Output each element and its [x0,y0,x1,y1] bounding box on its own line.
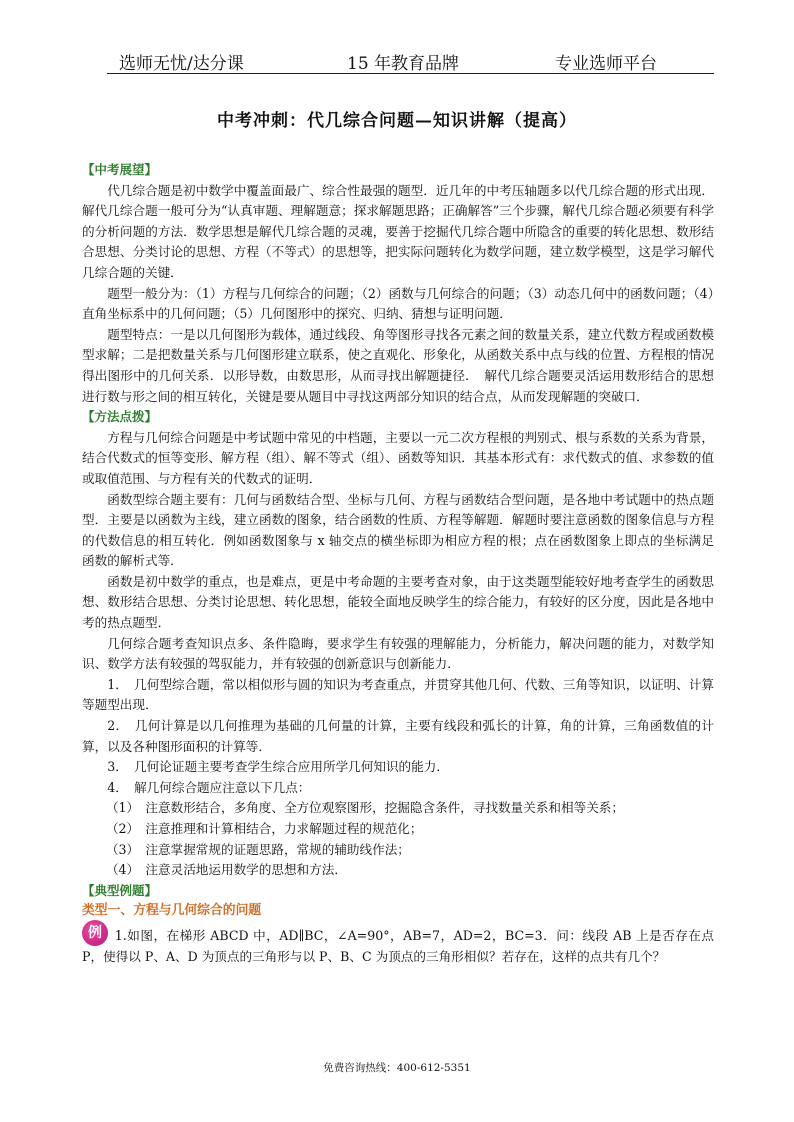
section-heading-examples: 【典型例题】 [82,882,158,898]
list-item: 4． 解几何综合题应注意以下几点： [107,779,311,795]
example-block [82,926,714,967]
header-platform: 专业选师平台 [555,54,657,74]
paragraph: 题型特点：一是以几何图形为载体，通过线段、角等图形寻找各元素之间的数量关系，建立代数方程或函数模型求解；二是把数量关系与几何图形建立联系，使之直观化、形象化，从函数关系中点与线的位置、方程根的情况得出图形中的几何关系．以形导数，由数思形，从而寻找出解题捷径． 解代几综合题要灵活运用数形结合的思想进行数与形之间的相互转化，关键是要从题目中寻找这两部分知识的结合点，从而发现解题的突破口． [82,326,714,404]
footer-hotline: 免费咨询热线：400-612-5351 [323,1062,471,1074]
sub-list-item: （4） 注意灵活地运用数学的思想和方法． [105,862,347,878]
paragraph: 函数是初中数学的重点，也是难点，更是中考命题的主要考查对象，由于这类题型能较好地考查学生的函数思想、数形结合思想、分类讨论思想、转化思想，能较全面地反映学生的综合能力，有较好的区分度，因此是各地中考的热点题型． [82,573,714,631]
list-item: 2． 几何计算是以几何推理为基础的几何量的计算，主要有线段和弧长的计算，角的计算，三角函数值的计算，以及各种图形面积的计算等． [82,718,714,754]
header-slogan: 15 年教育品牌 [347,54,460,74]
list-item: 3． 几何论证题主要考查学生综合应用所学几何知识的能力． [107,759,449,775]
type-heading: 类型一、方程与几何综合的问题 [82,903,262,919]
example-badge-icon: 例 [82,920,108,946]
paragraph: 方程与几何综合问题是中考试题中常见的中档题，主要以一元二次方程根的判别式、根与系数的关系为背景，结合代数式的恒等变形、解方程（组）、解不等式（组）、函数等知识．其基本形式有：求代数式的值、求参数的值或取值范围、与方程有关的代数式的证明． [82,429,714,486]
section-heading-method: 【方法点拨】 [82,409,158,425]
list-item: 1． 几何型综合题，常以相似形与圆的知识为考查重点，并贯穿其他几何、代数、三角等知识，以证明、计算等题型出现． [82,676,714,713]
paragraph: 几何综合题考查知识点多、条件隐晦，要求学生有较强的理解能力，分析能力，解决问题的能力，对数学知识、数学方法有较强的驾驭能力，并有较强的创新意识与创新能力． [82,635,714,672]
paragraph: 题型一般分为：（1）方程与几何综合的问题；（2）函数与几何综合的问题；（3）动态几何中的函数问题；（4）直角坐标系中的几何问题；（5）几何图形中的探究、归纳、猜想与证明问题． [82,285,714,322]
example-question: 1.如图，在梯形 ABCD 中，AD∥BC，∠A=90°，AB=7，AD=2，BC=3．问：线段 AB 上是否存在点P，使得以 P、A、D 为顶点的三角形与以 P、B、C 为顶点的三角形相似？若存在，这样的点共有几个？ [82,927,714,964]
page-header [107,47,714,74]
document-title: 中考冲刺：代几综合问题—知识讲解（提高） [217,111,577,131]
paragraph: 代几综合题是初中数学中覆盖面最广、综合性最强的题型．近几年的中考压轴题多以代几综合题的形式出现．解代几综合题一般可分为“认真审题、理解题意；探求解题思路；正确解答”三个步骤，解代几综合题必须要有科学的分析问题的方法．数学思想是解代几综合题的灵魂，要善于挖掘代几综合题中所隐含的重要的转化思想、数形结合思想、分类讨论的思想、方程（不等式）的思想等，把实际问题转化为数学问题，建立数学模型，这是学习解代几综合题的关键． [82,182,714,280]
document-body [82,160,714,967]
sub-list-item: （1） 注意数形结合，多角度、全方位观察图形，挖掘隐含条件，寻找数量关系和相等关系； [105,800,624,816]
sub-list-item: （3） 注意掌握常规的证题思路，常规的辅助线作法； [105,841,410,857]
sub-list-item: （2） 注意推理和计算相结合，力求解题过程的规范化； [105,821,423,836]
paragraph: 函数型综合题主要有：几何与函数结合型、坐标与几何、方程与函数结合型问题，是各地中考试题中的热点题型．主要是以函数为主线，建立函数的图象，结合函数的性质、方程等解题．解题时要注意函数的图象信息与方程的代数信息的相互转化．例如函数图象与 x 轴交点的横坐标即为相应方程的根；点在函数图象上即点的坐标满足函数的解析式等． [82,491,714,569]
section-heading-outlook: 【中考展望】 [82,162,158,177]
header-brand: 选师无忧/达分课 [119,54,244,74]
